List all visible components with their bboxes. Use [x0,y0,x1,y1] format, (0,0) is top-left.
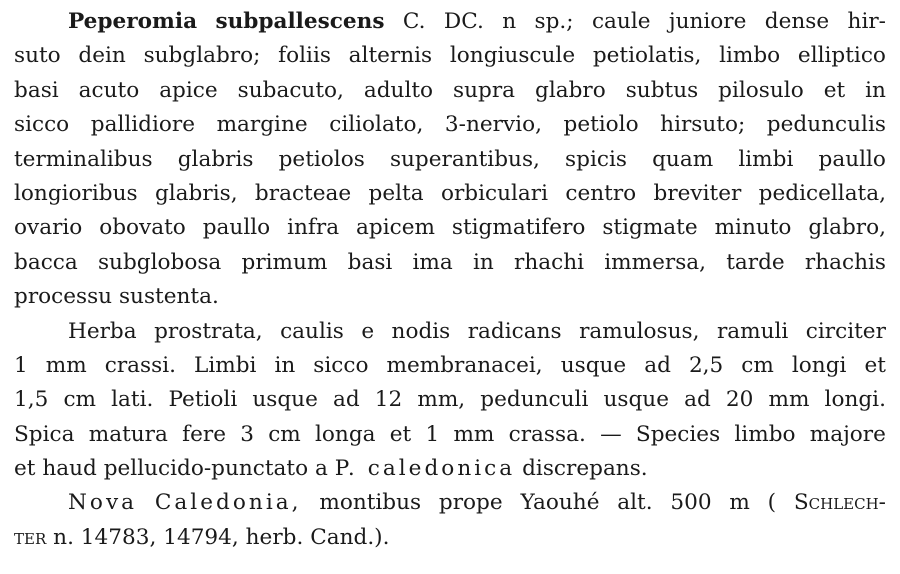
text-segment: et haud pellucido-punctato a [14,456,328,482]
text-segment: subglabro; [143,43,261,69]
text-line [14,211,886,245]
text-line [14,74,886,108]
text-segment: obovato [99,215,186,241]
text-segment: suto [14,43,61,69]
text-line [14,383,886,417]
text-segment: infra [287,215,340,241]
text-segment: Limbi [193,352,257,378]
text-segment: 500 [670,490,712,516]
text-segment: dense [764,9,830,34]
text-segment: petiolo [563,112,639,138]
text-segment: dein [78,43,126,69]
description-paragraph [14,315,886,487]
text-segment: subglobosa [97,249,222,275]
text-segment: ad [332,387,360,413]
text-segment: paullo [818,146,886,172]
text-segment: in [865,77,886,103]
text-segment: caule [591,9,651,34]
text-segment: DC. [443,9,484,34]
text-segment: cm [63,387,97,413]
text-segment: petiolos [278,146,365,172]
text-segment: — [600,421,622,447]
text-segment: usque [252,387,318,413]
specimen-description-page [14,5,886,555]
species-name: Peperomia [68,9,198,34]
text-segment: C. [402,9,426,34]
text-line [14,486,886,520]
text-segment: ad [684,387,711,413]
text-segment: pilosulo [718,77,804,103]
text-segment: membranacei, [386,352,543,378]
text-segment: usque [560,352,627,378]
locality-paragraph [14,486,886,555]
text-segment: apice [159,77,218,103]
text-segment: glabris, [154,180,238,206]
text-segment: caulis [280,318,344,344]
text-segment: 3-nervio, [444,112,542,138]
text-segment: ciliolato, [329,112,424,138]
species-name: subpallescens [215,9,385,34]
diagnosis-paragraph [14,5,886,315]
text-segment: spicis [565,146,627,172]
text-segment: et [864,352,886,378]
text-line [14,143,886,177]
text-segment: 3 [240,421,254,447]
text-segment: Species [635,421,721,447]
text-segment: sicco [313,352,369,378]
text-segment: crassa. [508,421,586,447]
text-segment: 1 [425,421,440,447]
text-segment: foliis [278,43,331,69]
text-segment: subacuto, [237,77,344,103]
text-segment: prostrata, [154,318,263,344]
text-segment: et [389,421,412,447]
text-segment: e [361,318,375,344]
text-segment: glabro [535,77,606,103]
text-segment: ( [767,490,777,516]
text-segment: hir- [847,9,886,34]
text-segment: n [502,9,517,34]
text-segment: supra [453,77,516,103]
text-segment: sicco [14,112,70,138]
text-segment: Spica [14,421,75,447]
text-line [14,39,886,73]
text-segment: bracteae [254,180,352,206]
text-segment: basi [347,249,393,275]
text-segment: apicem [356,215,435,241]
text-segment: pelta [368,180,424,206]
text-segment: cm [741,352,774,378]
text-segment: primum [241,249,328,275]
text-segment: 12 [374,387,403,413]
text-segment: usque [603,387,669,413]
text-segment: majore [809,421,886,447]
text-line [14,5,886,39]
text-segment: tarde [726,249,785,275]
text-segment: longi. [824,387,886,413]
text-segment: discrepans. [522,456,648,482]
text-segment: rhachis [804,249,886,275]
text-segment: matura [88,421,168,447]
text-segment: mm [768,387,810,413]
text-segment: ima [412,249,453,275]
spaced-name: Caledonia, [154,490,302,516]
text-segment: quam [652,146,714,172]
text-segment: acuto [78,77,140,103]
text-segment: alt. [617,490,653,516]
text-segment: mm, [417,387,466,413]
text-segment: ramuli [716,318,789,344]
text-segment: mm [45,352,87,378]
text-segment: m [729,490,750,516]
text-segment: bacca [14,249,78,275]
text-segment: terminalibus [14,146,153,172]
text-line [14,280,886,314]
text-segment: ad [644,352,671,378]
collector-name: ter [14,524,47,550]
text-segment: processu sustenta. [14,284,219,310]
text-segment: longiuscule [449,43,576,69]
text-segment: longa [315,421,376,447]
text-segment: limbo [734,421,796,447]
text-segment: petiolatis, [592,43,702,69]
text-segment: glabris [177,146,254,172]
text-segment: radicans [467,318,562,344]
text-segment: paullo [202,215,271,241]
text-segment: mm [453,421,495,447]
text-segment: immersa, [604,249,707,275]
text-segment: 1,5 [14,387,49,413]
text-line [14,521,886,555]
text-segment: glabro, [808,215,886,241]
collector-name: Schlech- [793,490,886,516]
text-segment: Herba [68,318,137,344]
text-segment: longi [791,352,847,378]
text-segment: stigmatifero [451,215,586,241]
text-segment: minuto [714,215,792,241]
text-segment: circiter [805,318,886,344]
text-segment: pedunculi [480,387,589,413]
text-segment: ovario [14,215,83,241]
text-segment: elliptico [797,43,886,69]
text-segment: in [274,352,296,378]
text-segment: breviter [653,180,742,206]
text-segment: Petioli [168,387,238,413]
text-segment: 20 [725,387,754,413]
text-segment: n. 14783, 14794, herb. Cand.). [53,524,390,550]
text-line [14,177,886,211]
text-segment: pallidiore [90,112,195,138]
text-segment: lati. [111,387,154,413]
text-segment: limbo [719,43,781,69]
text-segment: hirsuto; [660,112,746,138]
text-line [14,452,886,486]
text-segment: montibus [319,490,422,516]
text-segment: margine [216,112,308,138]
text-segment: 1 [14,352,28,378]
text-segment: pedicellata, [758,180,886,206]
text-segment: subtus [625,77,699,103]
text-segment: adulto [363,77,434,103]
text-segment: alternis [348,43,433,69]
text-segment: cm [268,421,301,447]
text-segment: prope [438,490,503,516]
text-segment: longioribus [14,180,138,206]
text-segment: crassi. [104,352,176,378]
text-segment: et [823,77,846,103]
text-segment: stigmate [602,215,698,241]
text-segment: centro [565,180,637,206]
text-segment: limbi [738,146,794,172]
text-line [14,418,886,452]
text-segment: 2,5 [688,352,724,378]
text-segment: in [472,249,494,275]
text-line [14,246,886,280]
spaced-name: Nova [68,490,138,516]
text-line [14,108,886,142]
text-segment: Yaouhé [520,490,600,516]
text-segment: fere [182,421,226,447]
text-segment: ramulosus, [579,318,700,344]
text-segment: orbiculari [440,180,548,206]
text-segment: nodis [391,318,451,344]
text-segment: rhachi [514,249,585,275]
text-segment: basi [14,77,59,103]
spaced-name: P. caledonica [334,456,516,482]
text-segment: pedunculis [766,112,886,138]
text-segment: juniore [668,9,747,34]
text-line [14,315,886,349]
text-segment: superantibus, [389,146,540,172]
text-line [14,349,886,383]
text-segment: sp.; [534,9,574,34]
